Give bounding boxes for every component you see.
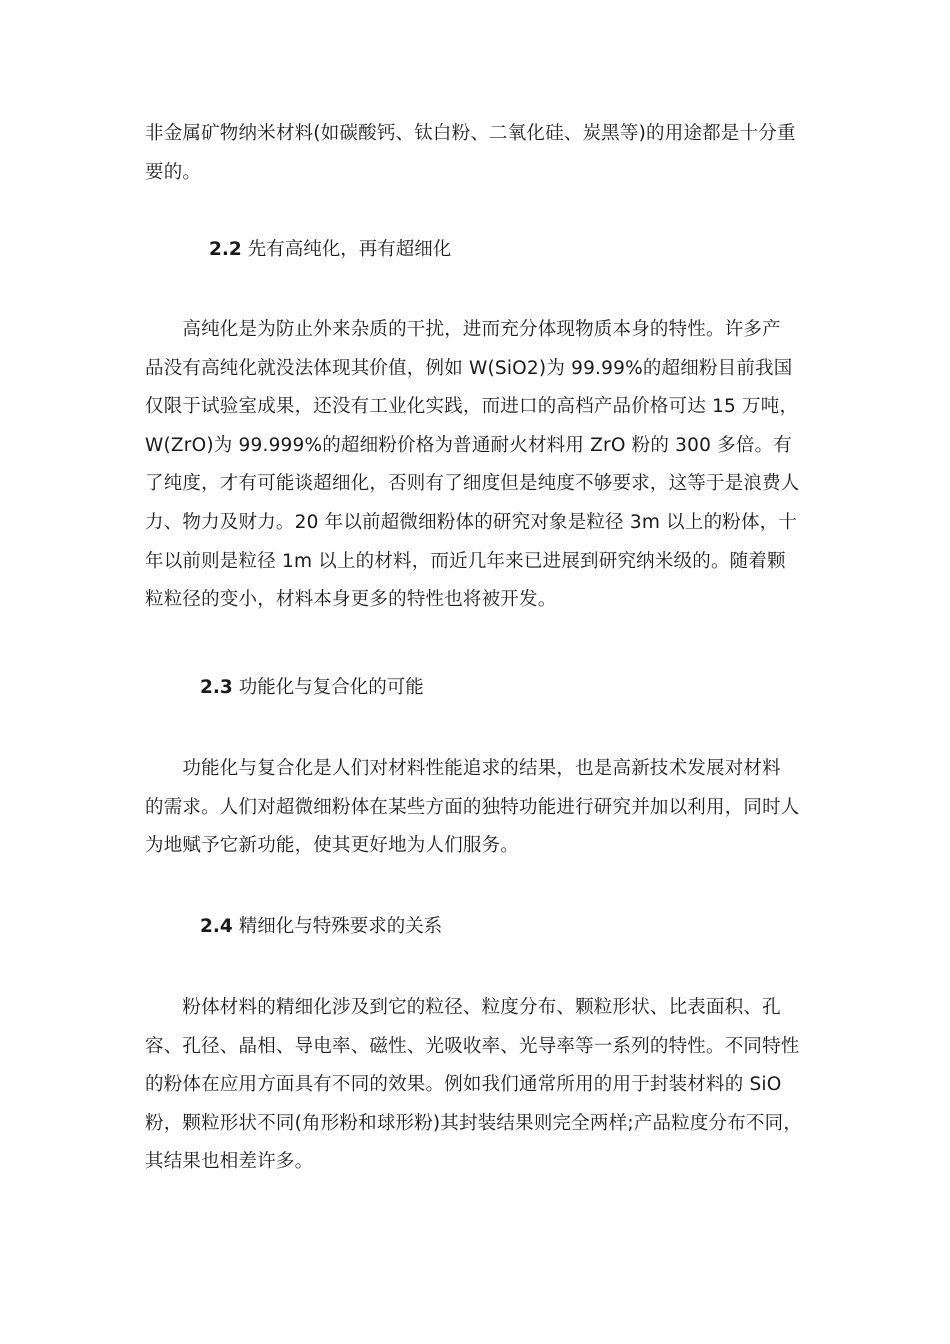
text-line: 粒粒径的变小，材料本身更多的特性也将被开发。 — [145, 589, 557, 611]
text-line: 粉，颗粒形状不同(角形粉和球形粉)其封装结果则完全两样;产品粒度分布不同， — [145, 1112, 803, 1134]
text-line: 的粉体在应用方面具有不同的效果。例如我们通常所用的用于封装材料的 SiO — [145, 1074, 782, 1096]
paragraph-function — [145, 750, 807, 866]
text-line: 功能化与复合化是人们对材料性能追求的结果，也是高新技术发展对材料 — [145, 758, 781, 779]
text-line: 年以前则是粒径 1m 以上的材料，而近几年来已进展到研究纳米级的。随着颗 — [145, 550, 786, 572]
section-title: 功能化与复合化的可能 — [238, 677, 424, 698]
text-line: 仅限于试验室成果，还没有工业化实践，而进口的高档产品价格可达 15 万吨， — [145, 396, 799, 418]
text-line: 了纯度，才有可能谈超细化，否则有了细度但是纯度不够要求，这等于是浪费人 — [145, 473, 800, 495]
paragraph-intro — [145, 115, 807, 192]
paragraph-refinement — [145, 989, 807, 1182]
text-line: 品没有高纯化就没法体现其价值，例如 W(SiO2)为 99.99%的超细粉目前我国 — [145, 357, 793, 379]
text-line: 非金属矿物纳米材料(如碳酸钙、钛白粉、二氧化硅、炭黑等)的用途都是十分重 — [145, 123, 796, 144]
section-heading-2-4 — [200, 913, 442, 941]
section-number: 2.2 — [209, 239, 242, 260]
section-heading-2-3 — [200, 674, 424, 702]
section-number: 2.4 — [200, 916, 233, 937]
paragraph-purity — [145, 311, 807, 620]
text-line: 其结果也相差许多。 — [145, 1151, 314, 1173]
text-line: 粉体材料的精细化涉及到它的粒径、粒度分布、颗粒形状、比表面积、孔 — [145, 997, 781, 1018]
text-line: W(ZrO)为 99.999%的超细粉价格为普通耐火材料用 ZrO 粉的 300 多倍。有 — [145, 434, 792, 456]
text-line: 容、孔径、晶相、导电率、磁性、光吸收率、光导率等一系列的特性。不同特性 — [145, 1035, 800, 1057]
section-title: 精细化与特殊要求的关系 — [238, 916, 443, 937]
section-number: 2.3 — [200, 677, 233, 698]
text-line: 的需求。人们对超微细粉体在某些方面的独特功能进行研究并加以利用，同时人 — [145, 796, 800, 818]
text-line: 为地赋予它新功能，使其更好地为人们服务。 — [145, 835, 520, 857]
section-heading-2-2 — [209, 236, 451, 264]
text-line: 要的。 — [145, 161, 202, 183]
text-line: 力、物力及财力。20 年以前超微细粉体的研究对象是粒径 3m 以上的粉体，十 — [145, 511, 798, 533]
text-line: 高纯化是为防止外来杂质的干扰，进而充分体现物质本身的特性。许多产 — [145, 319, 781, 340]
section-title: 先有高纯化，再有超细化 — [247, 239, 452, 260]
